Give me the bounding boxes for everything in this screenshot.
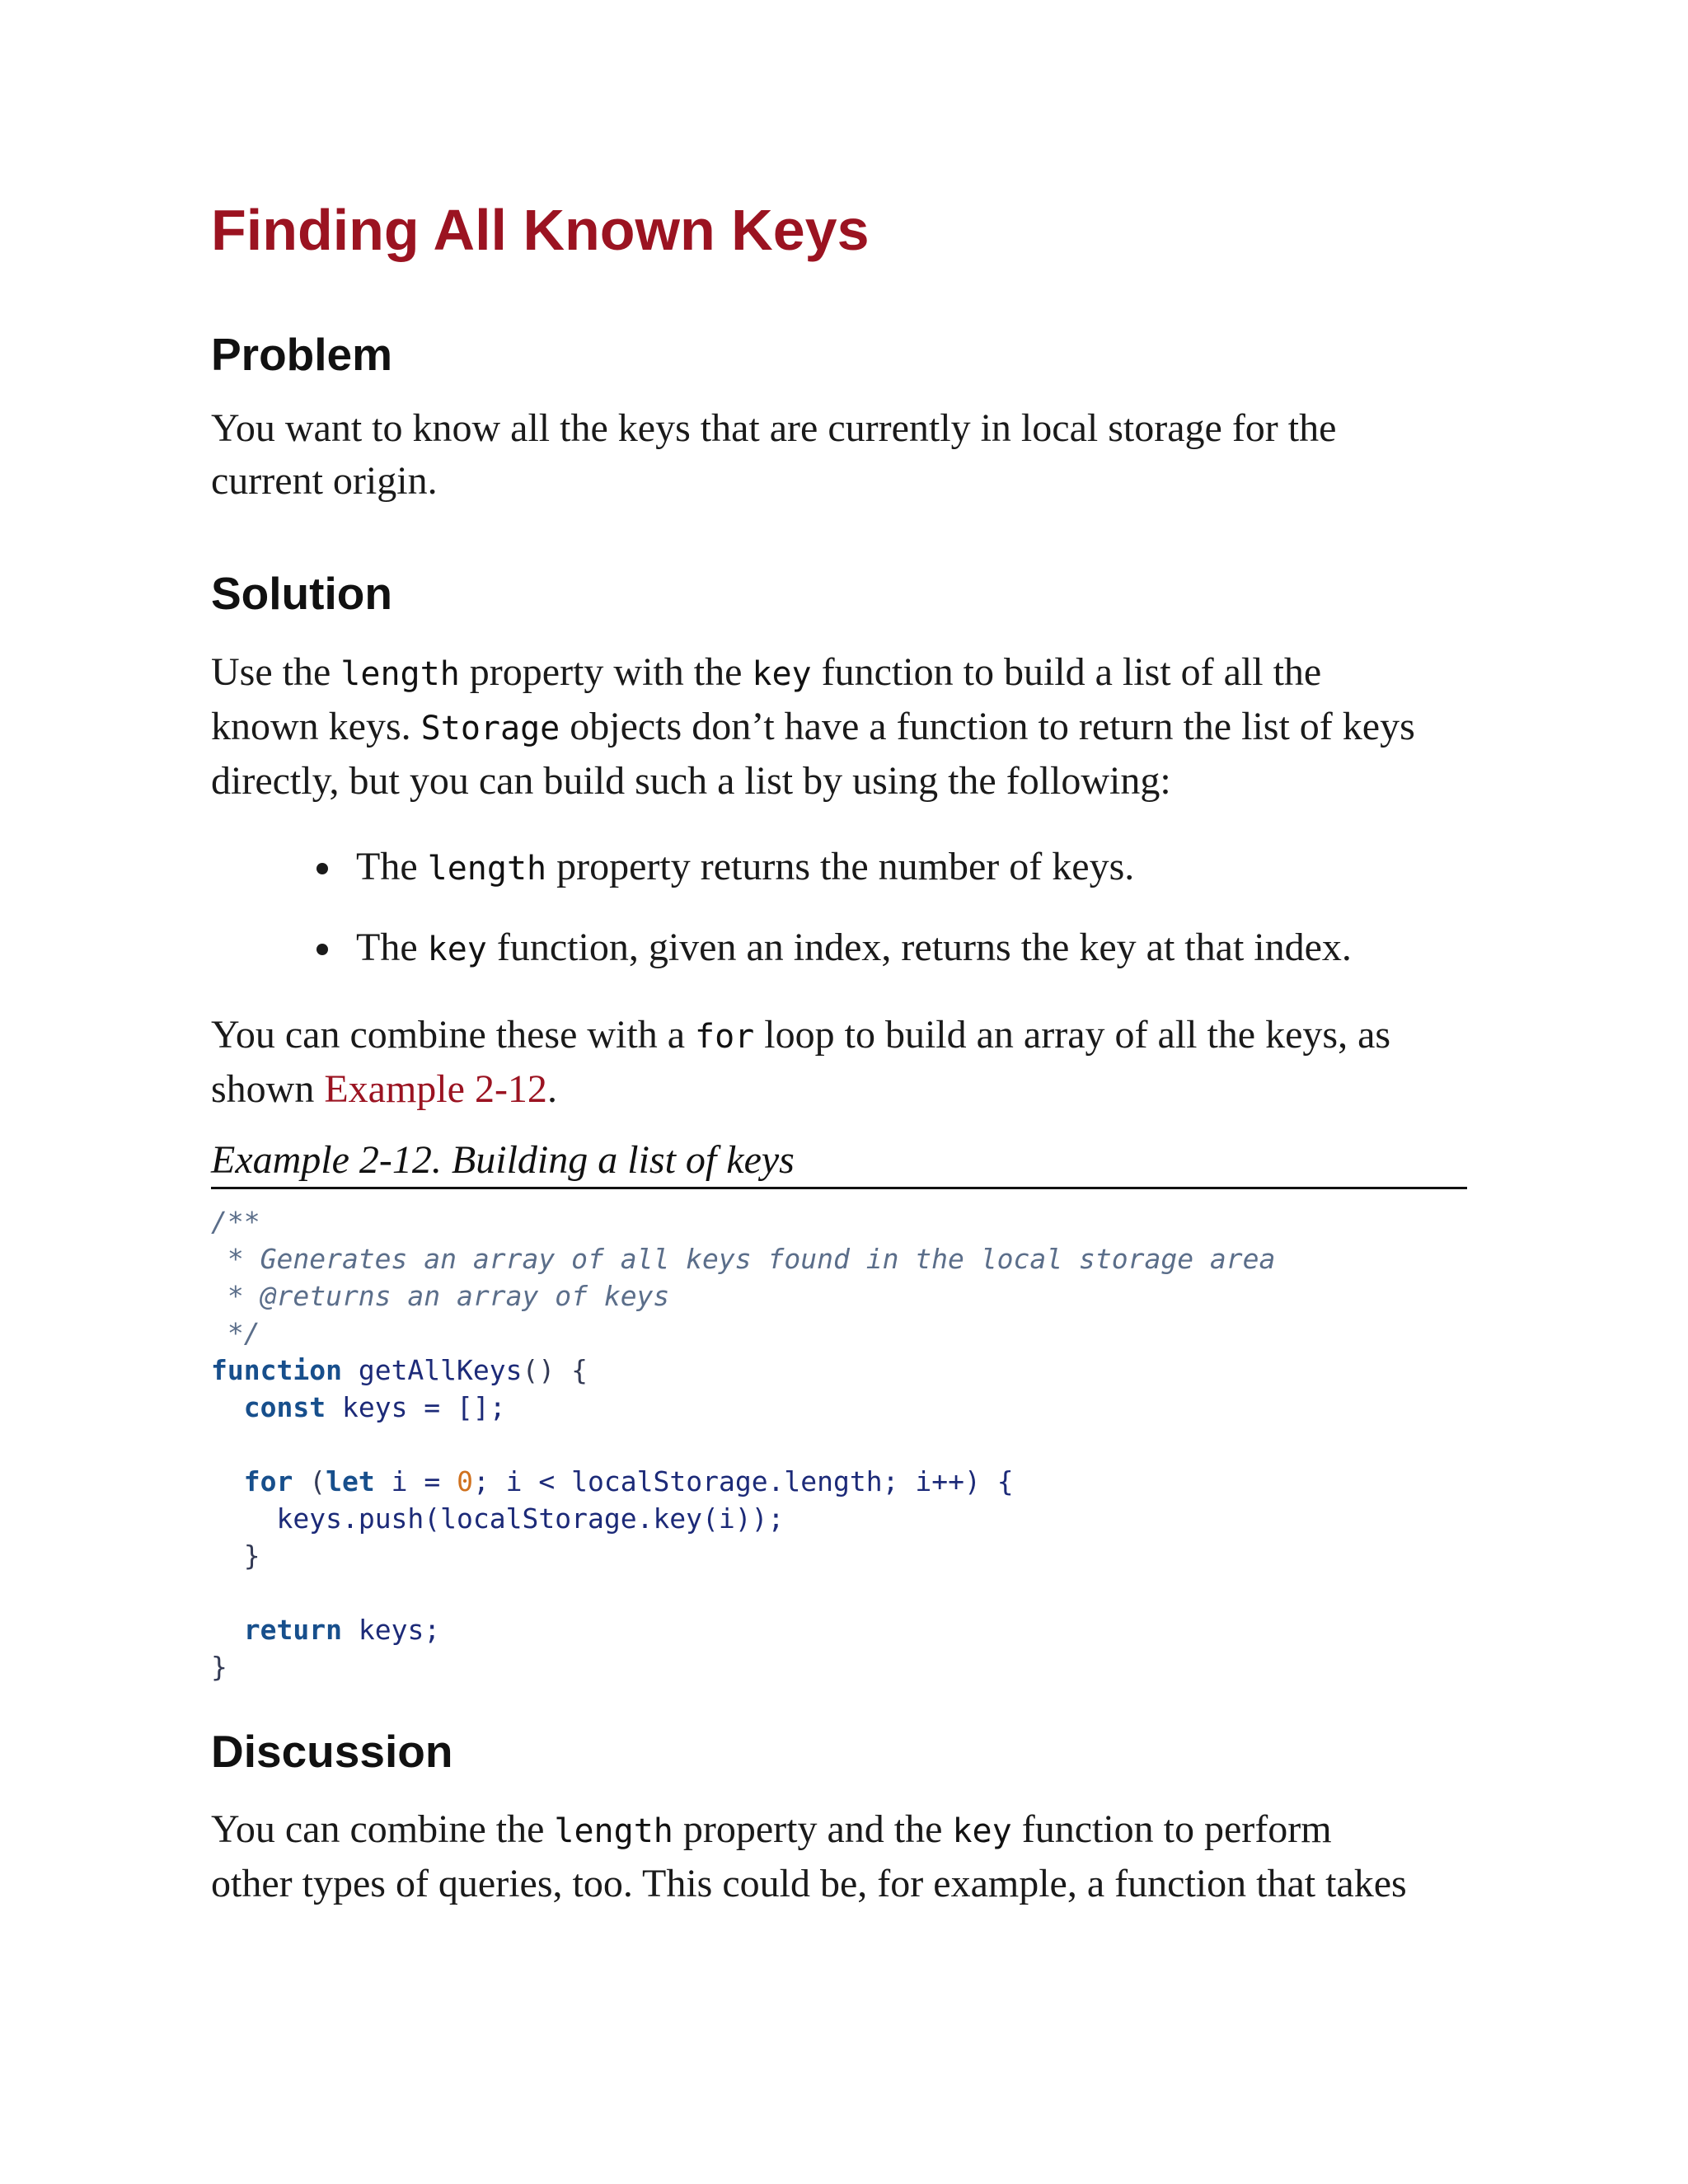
code-text: () { <box>522 1354 588 1386</box>
problem-heading: Problem <box>211 329 393 380</box>
text-run: The <box>356 926 428 969</box>
text-run: You can combine these with a <box>211 1013 696 1057</box>
code-text: } <box>243 1540 260 1572</box>
text-run: Use the <box>211 650 341 694</box>
bullet-text <box>356 921 1352 976</box>
solution-p1-line-2 <box>211 701 1467 755</box>
bullet-text <box>356 841 1134 895</box>
solution-paragraph-2 <box>211 1009 1467 1116</box>
bullet-icon <box>316 944 328 955</box>
code-text: i = <box>374 1465 457 1497</box>
code-function-name: getAllKeys <box>358 1354 523 1386</box>
inline-code-length: length <box>340 655 460 693</box>
text-run: property with the <box>459 650 753 694</box>
text-run: . <box>546 1067 557 1111</box>
code-keyword: function <box>211 1354 342 1386</box>
text-run: function to perform <box>1011 1807 1332 1851</box>
solution-p1-line-1 <box>211 646 1467 701</box>
bullet-icon <box>316 863 328 874</box>
text-run: property and the <box>673 1807 953 1851</box>
inline-code-key: key <box>427 930 487 968</box>
discussion-line-2: other types of queries, too. This could be, for example, a function that takes <box>211 1862 1407 1905</box>
inline-code-length: length <box>427 850 547 888</box>
code-keyword: const <box>243 1391 326 1423</box>
solution-p2-line-1 <box>211 1009 1467 1063</box>
inline-code-key: key <box>952 1812 1012 1850</box>
code-keyword: for <box>243 1465 293 1497</box>
problem-line-2: current origin. <box>211 459 438 503</box>
discussion-heading: Discussion <box>211 1726 453 1777</box>
text-run: loop to build an array of all the keys, as <box>754 1013 1391 1057</box>
inline-code-key: key <box>752 655 812 693</box>
problem-paragraph <box>211 402 1467 508</box>
solution-p2-line-2 <box>211 1063 1467 1116</box>
discussion-paragraph <box>211 1803 1467 1910</box>
text-run: property returns the number of keys. <box>546 845 1135 888</box>
text-run: The <box>356 845 428 888</box>
solution-paragraph-1 <box>211 646 1467 808</box>
code-comment: */ <box>211 1317 260 1349</box>
page-title: Finding All Known Keys <box>211 198 870 262</box>
code-block <box>211 1203 1275 1685</box>
code-number: 0 <box>457 1465 473 1497</box>
text-run: function to build a list of all the <box>811 650 1322 694</box>
text-run: objects don’t have a function to return the list of keys <box>560 705 1415 748</box>
code-text: ( <box>293 1465 326 1497</box>
code-text: keys.push(localStorage.key(i)); <box>276 1502 785 1535</box>
code-text: keys = []; <box>326 1391 506 1423</box>
code-comment: /** <box>211 1206 260 1238</box>
example-caption: Example 2-12. Building a list of keys <box>211 1136 1467 1189</box>
solution-p1-line-3: directly, but you can build such a list by using the following: <box>211 759 1171 803</box>
discussion-line-1 <box>211 1803 1467 1858</box>
code-text: keys; <box>341 1614 441 1646</box>
code-text: } <box>211 1651 227 1683</box>
code-comment: * @returns an array of keys <box>211 1280 670 1312</box>
code-keyword: let <box>326 1465 375 1497</box>
text-run: known keys. <box>211 705 421 748</box>
text-run: shown <box>211 1067 325 1111</box>
example-link[interactable]: Example 2-12 <box>324 1067 547 1111</box>
text-run: You can combine the <box>211 1807 555 1851</box>
inline-code-for: for <box>695 1018 755 1056</box>
text-run: function, given an index, returns the key at that index. <box>486 926 1352 969</box>
code-text: ; i < localStorage.length; i++) { <box>472 1465 1014 1497</box>
solution-heading: Solution <box>211 568 392 619</box>
problem-line-1: You want to know all the keys that are currently in local storage for the <box>211 406 1337 450</box>
inline-code-length: length <box>554 1812 673 1850</box>
inline-code-storage: Storage <box>420 710 560 748</box>
code-keyword: return <box>243 1614 342 1646</box>
code-comment: * Generates an array of all keys found in the local storage area <box>211 1243 1276 1275</box>
